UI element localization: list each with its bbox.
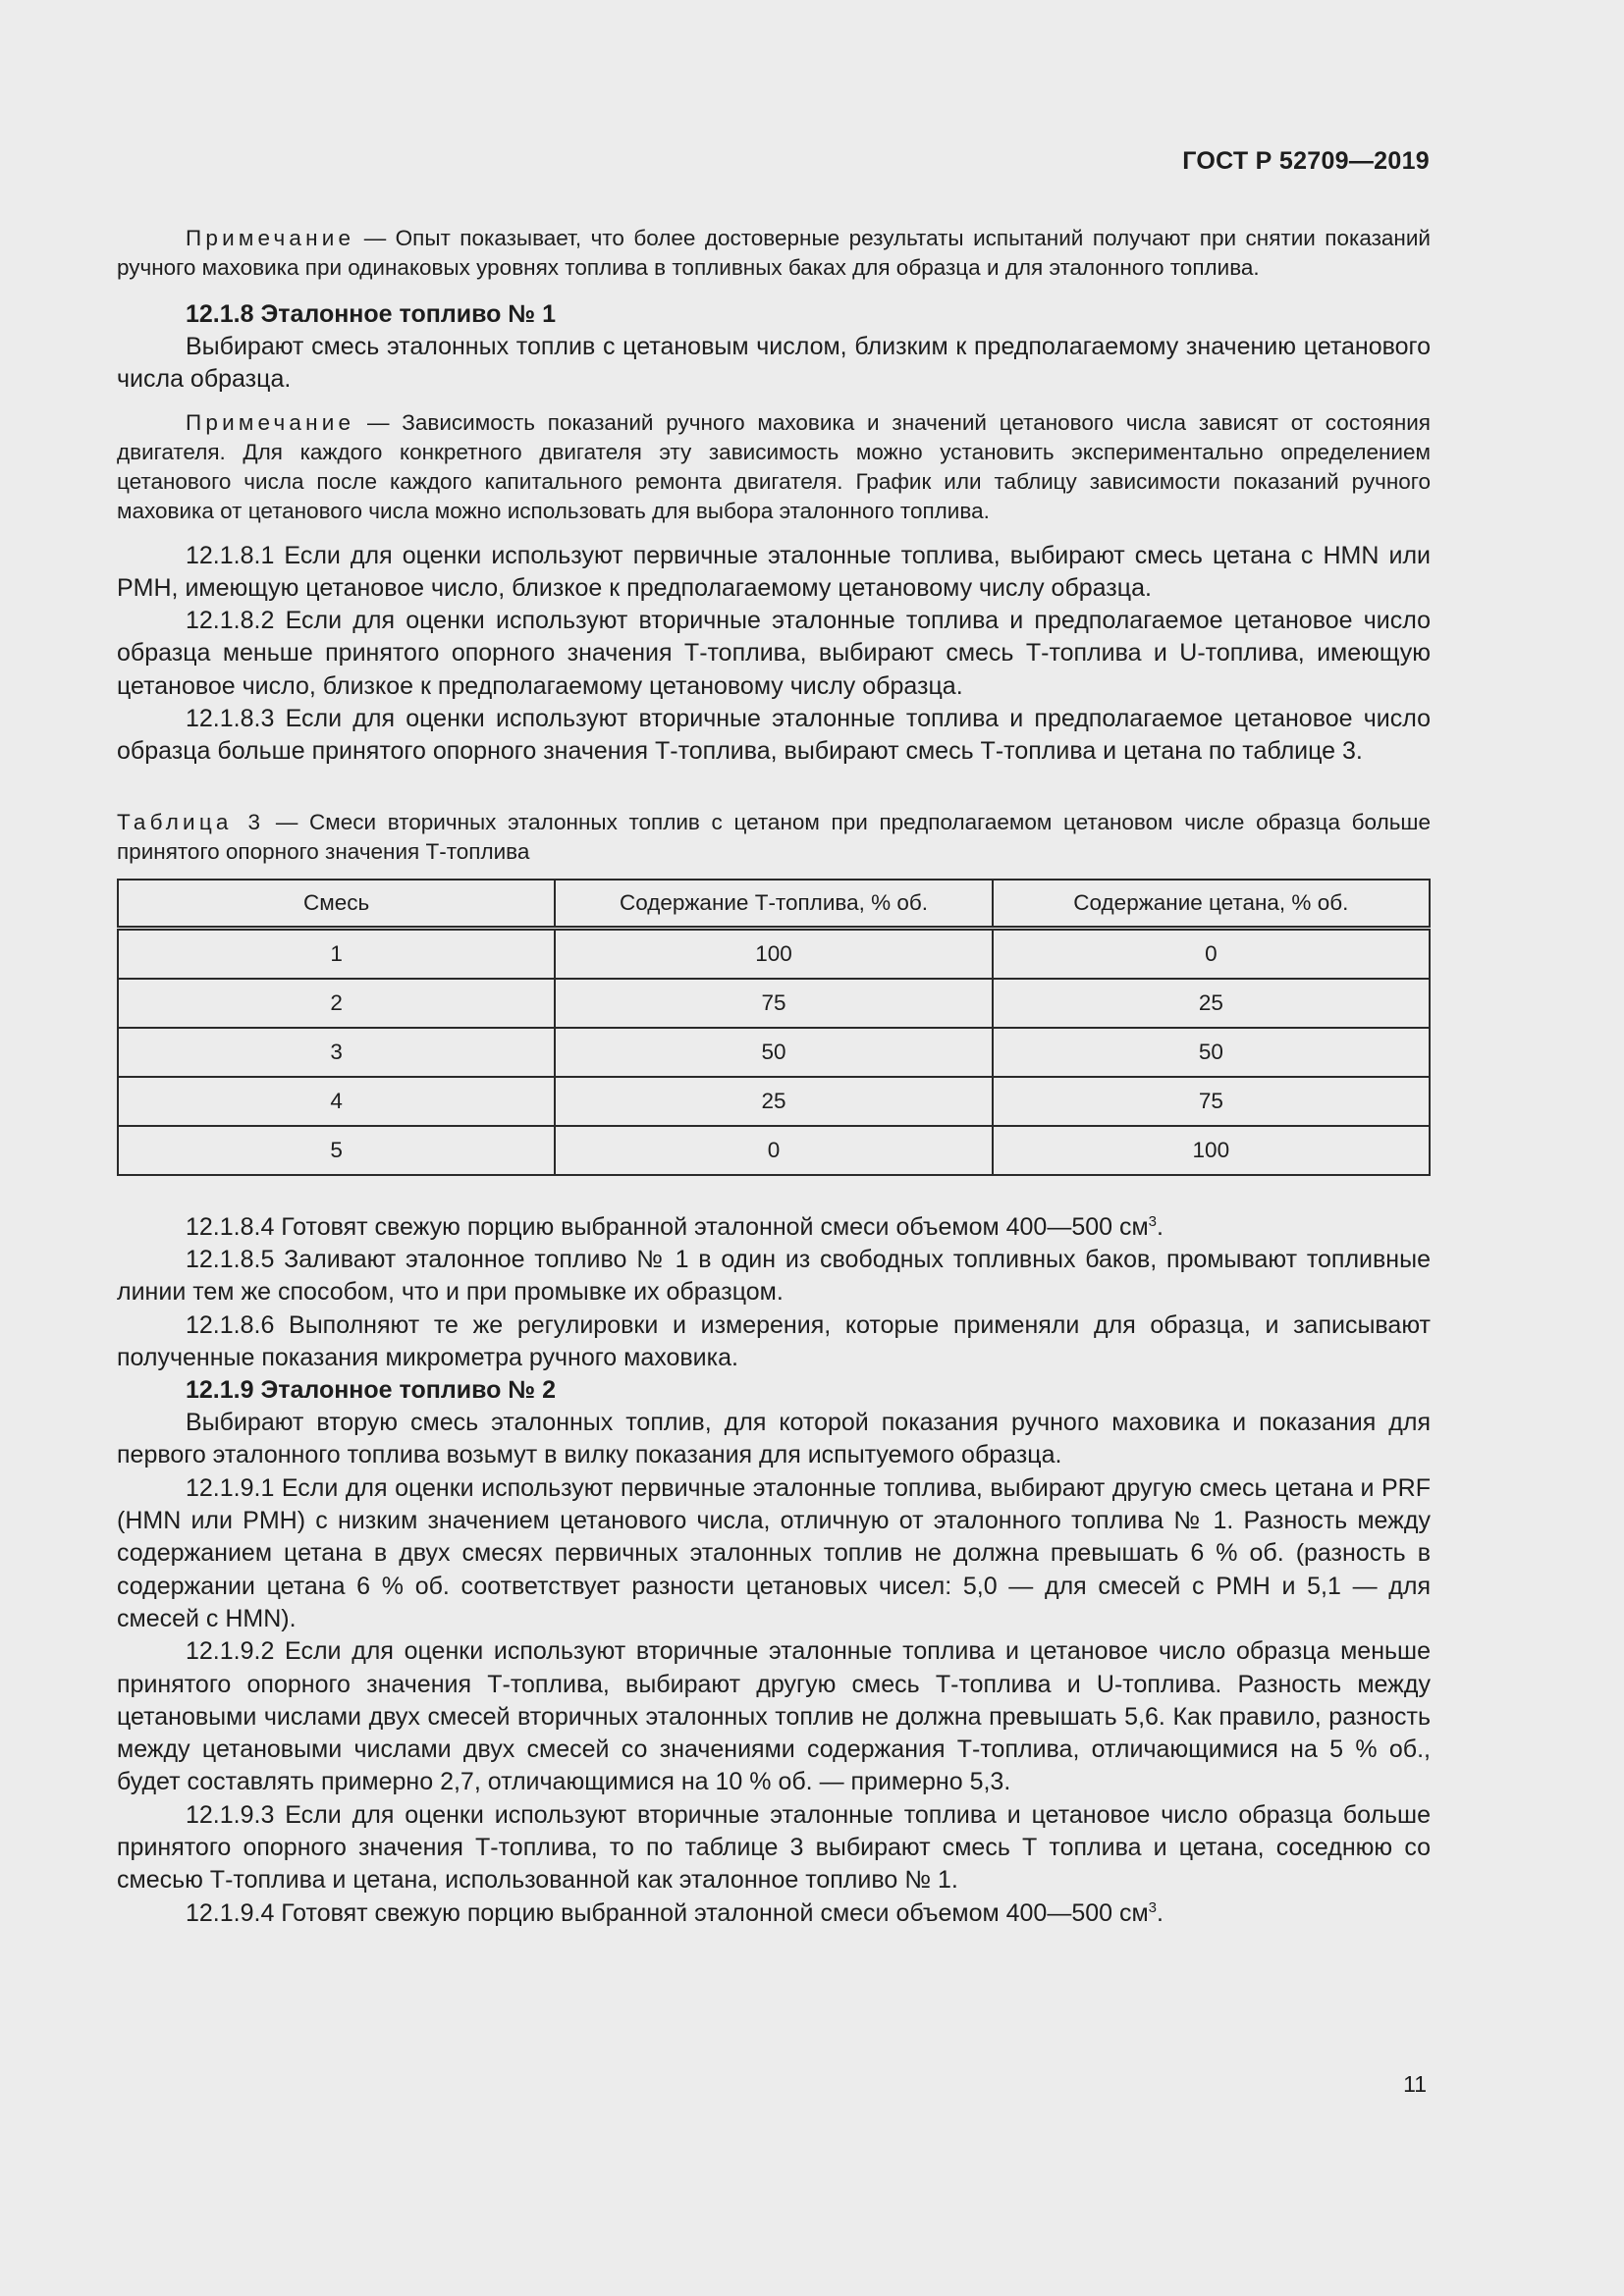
paragraph-12184 (117, 1211, 1431, 1244)
table-row (118, 979, 1430, 1028)
table-cell: 4 (118, 1077, 555, 1126)
table-cell: 1 (118, 928, 555, 979)
table-header-row (118, 880, 1430, 929)
column-header-t-fuel: Содержание Т-топлива, % об. (555, 880, 992, 929)
paragraph-text: 12.1.8.4 Готовят свежую порцию выбранной эталонной смеси объемом 400—500 см (186, 1212, 1149, 1241)
paragraph-text: 12.1.9.4 Готовят свежую порцию выбранной эталонной смеси объемом 400—500 см (186, 1898, 1149, 1927)
table-row (118, 928, 1430, 979)
page-number: 11 (1403, 2071, 1427, 2097)
note-dependency (117, 408, 1431, 526)
table-cell: 100 (993, 1126, 1430, 1175)
section-heading-1219: 12.1.9 Эталонное топливо № 2 (186, 1376, 557, 1405)
paragraph-12191: 12.1.9.1 Если для оценки используют первичные эталонные топлива, выбирают другую смесь цетана и PRF (HMN или PMH) с низким значением цетанового числа, отличную от эталонного топлива № 1. Разность между содержанием цетана в двух смесях первичных эталонных топлив не должна превышать 6 % об. (разность в содержании цетана 6 % об. соответствует разности цетановых чисел: 5,0 — для смесей с PMH и 5,1 — для смесей с HMN). (117, 1473, 1431, 1632)
superscript: 3 (1148, 1898, 1158, 1916)
note-label: Примечание (186, 226, 355, 250)
page-content (117, 224, 1431, 1930)
note-text: — Зависимость показаний ручного маховика и значений цетанового числа зависят от состояния двигателя. Для каждого конкретного двигателя эту зависимость можно установить экспериментально определением цетанового числа после каждого капитального ремонта двигателя. График или таблицу зависимости показаний ручного маховика от цетанового числа можно использовать для выбора эталонного топлива. (117, 409, 1431, 523)
paragraph-12185: 12.1.8.5 Заливают эталонное топливо № 1 в один из свободных топливных баков, промывают топливные линии тем же способом, что и при промывке их образцом. (117, 1245, 1431, 1307)
table-caption-label: Таблица 3 (117, 809, 265, 834)
table-cell: 75 (993, 1077, 1430, 1126)
paragraph-end: . (1157, 1898, 1164, 1927)
paragraph-1218: Выбирают смесь эталонных топлив с цетановым числом, близким к предполагаемому значению цетанового числа образца. (117, 333, 1431, 394)
table-cell: 3 (118, 1028, 555, 1077)
table-cell: 50 (555, 1028, 992, 1077)
table-cell: 5 (118, 1126, 555, 1175)
paragraph-12182: 12.1.8.2 Если для оценки используют вторичные эталонные топлива и предполагаемое цетановое число образца меньше принятого опорного значения Т-топлива, выбирают смесь Т-топлива и U-топлива, имеющую цетановое число, близкое к предполагаемому цетановому числу образца. (117, 607, 1431, 700)
table-cell: 25 (993, 979, 1430, 1028)
table-3 (117, 879, 1431, 1176)
note-text: — Опыт показывает, что более достоверные результаты испытаний получают при снятии показаний ручного маховика при одинаковых уровнях топлива в топливных баках для образца и для эталонного топлива. (117, 226, 1431, 280)
paragraph-1219: Выбирают вторую смесь эталонных топлив, для которой показания ручного маховика и показания для первого эталонного топлива возьмут в вилку показания для испытуемого образца. (117, 1409, 1431, 1469)
paragraph-12186: 12.1.8.6 Выполняют те же регулировки и измерения, которые применяли для образца, и записывают полученные показания микрометра ручного маховика. (117, 1310, 1431, 1371)
table-cell: 0 (555, 1126, 992, 1175)
paragraph-12193: 12.1.9.3 Если для оценки используют вторичные эталонные топлива и цетановое число образца больше принятого опорного значения Т-топлива, то по таблице 3 выбирают смесь Т топлива и цетана, соседнюю со смесью Т-топлива и цетана, использованной как эталонное топливо № 1. (117, 1800, 1431, 1895)
table-cell: 0 (993, 928, 1430, 979)
note-label: Примечание (186, 409, 355, 435)
paragraph-12194 (117, 1897, 1431, 1930)
document-code-header: ГОСТ Р 52709—2019 (1182, 147, 1430, 175)
paragraph-12183: 12.1.8.3 Если для оценки используют вторичные эталонные топлива и предполагаемое цетановое число образца больше принятого опорного значения Т-топлива, выбирают смесь Т-топлива и цетана по таблице 3. (117, 705, 1431, 766)
superscript: 3 (1148, 1212, 1158, 1230)
table-cell: 50 (993, 1028, 1430, 1077)
table-cell: 100 (555, 928, 992, 979)
table-caption-text: — Смеси вторичных эталонных топлив с цетаном при предполагаемом цетановом числе образца больше принятого опорного значения Т-топлива (117, 809, 1431, 864)
table-row (118, 1028, 1430, 1077)
paragraph-12192: 12.1.9.2 Если для оценки используют вторичные эталонные топлива и цетановое число образца меньше принятого опорного значения Т-топлива, выбирают другую смесь Т-топлива и U-топлива. Разность между цетановыми числами двух смесей вторичных эталонных топлив не должна превышать 5,6. Как правило, разность между цетановыми числами двух смесей со значениями содержания Т-топлива, отличающимися на 5 % об., будет составлять примерно 2,7, отличающимися на 10 % об. — примерно 5,3. (117, 1637, 1431, 1796)
table-cell: 75 (555, 979, 992, 1028)
table-cell: 25 (555, 1077, 992, 1126)
column-header-mixture: Смесь (118, 880, 555, 929)
table-row (118, 1077, 1430, 1126)
paragraph-end: . (1157, 1212, 1164, 1241)
table-cell: 2 (118, 979, 555, 1028)
table-caption (117, 808, 1431, 867)
paragraph-12181: 12.1.8.1 Если для оценки используют первичные эталонные топлива, выбирают смесь цетана с HMN или PMH, имеющую цетановое число, близкое к предполагаемому цетановому числу образца. (117, 541, 1431, 602)
note-experience (117, 224, 1431, 283)
section-heading-1218: 12.1.8 Эталонное топливо № 1 (186, 300, 557, 328)
table-row (118, 1126, 1430, 1175)
column-header-cetane: Содержание цетана, % об. (993, 880, 1430, 929)
